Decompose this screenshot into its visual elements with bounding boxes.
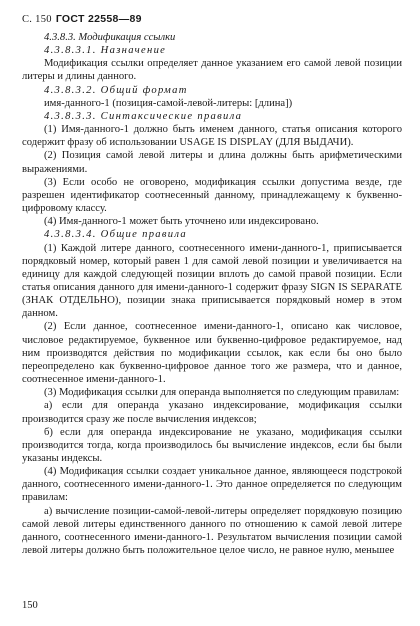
section-heading: 4.3.8.3. Модификация ссылки — [44, 32, 176, 43]
standard-designation: ГОСТ 22558—89 — [55, 13, 142, 25]
paragraph: (3) Модификация ссылки для операнда выполняется по следующим правилам: — [44, 387, 400, 399]
subsection-heading: 4.3.8.3.4. Общие правила — [44, 229, 188, 241]
format-line: имя-данного-1 (позиция-самой-левой-литеры: [длина]) — [44, 97, 293, 109]
page-number: 150 — [22, 600, 38, 611]
page-header — [22, 13, 142, 25]
subsection-heading: 4.3.8.3.3. Синтаксические правила — [44, 110, 243, 122]
subsection-heading: 4.3.8.3.1. Назначение — [44, 45, 167, 57]
paragraph: (1) Каждой литере данного, соотнесенного имени-данного-1, приписывается порядковый номер, который равен 1 для самой левой позиции и увеличивается на единицу для каждой следующей позиции вплоть до самой правой позиции. Если статья описания данного для имени-данного-1 содержит фразу SIGN IS SEPARATE (ЗНАК ОТДЕЛЬНО), позиции знака приписывается порядковый номер в этом данном. — [22, 242, 402, 320]
subsection-heading: 4.3.8.3.2. Общий формат — [44, 84, 188, 96]
paragraph: (1) Имя-данного-1 должно быть именем данного, статья описания которого содержит фразу об использовании USAGE IS DISPLAY (ДЛЯ ВЫДАЧИ). — [22, 124, 402, 149]
list-item: а) вычисление позиции-самой-левой-литеры определяет порядковую позицию самой левой литеры единственного данного по отношению к самой левой литере данного, соотнесенного имени-данного-1. Результатом вычисления позиции самой левой литеры должно быть положительное целое число, не равное нулю, меньшее — [22, 505, 402, 557]
document-body — [22, 31, 402, 557]
page-header-prefix: С. 150 — [22, 14, 52, 25]
list-item: б) если для операнда индексирование не указано, модификация ссылки производится тогда, когда производилось бы вычисление индексов, если бы были указаны индексы. — [22, 426, 402, 464]
list-item: а) если для операнда указано индексирование, модификация ссылки производится сразу же после вычисления индексов; — [22, 400, 402, 425]
paragraph: (2) Позиция самой левой литеры и длина должны быть арифметическими выражениями. — [22, 150, 402, 175]
paragraph: (2) Если данное, соотнесенное имени-данного-1, описано как числовое, числовое редактируемое, буквенное или буквенно-цифровое редактируемое, над ним производятся действия по модификации ссылок, как если бы оно было переопределено как буквенно-цифровое данное того же размера, что и данное, соотнесенное имени-данного-1. — [22, 321, 402, 386]
paragraph: (4) Модификация ссылки создает уникальное данное, являющееся подстрокой данного, соотнесенного имени-данного-1. Это данное определяется по следующим правилам: — [22, 466, 402, 504]
paragraph: (4) Имя-данного-1 может быть уточнено или индексировано. — [44, 216, 319, 228]
paragraph: Модификация ссылки определяет данное указанием его самой левой позиции литеры и длины данного. — [22, 58, 402, 83]
paragraph: (3) Если особо не оговорено, модификация ссылки допустима везде, где разрешен идентификатор соотнесенный данному, принадлежащему к буквенно-цифровому классу. — [22, 176, 402, 215]
